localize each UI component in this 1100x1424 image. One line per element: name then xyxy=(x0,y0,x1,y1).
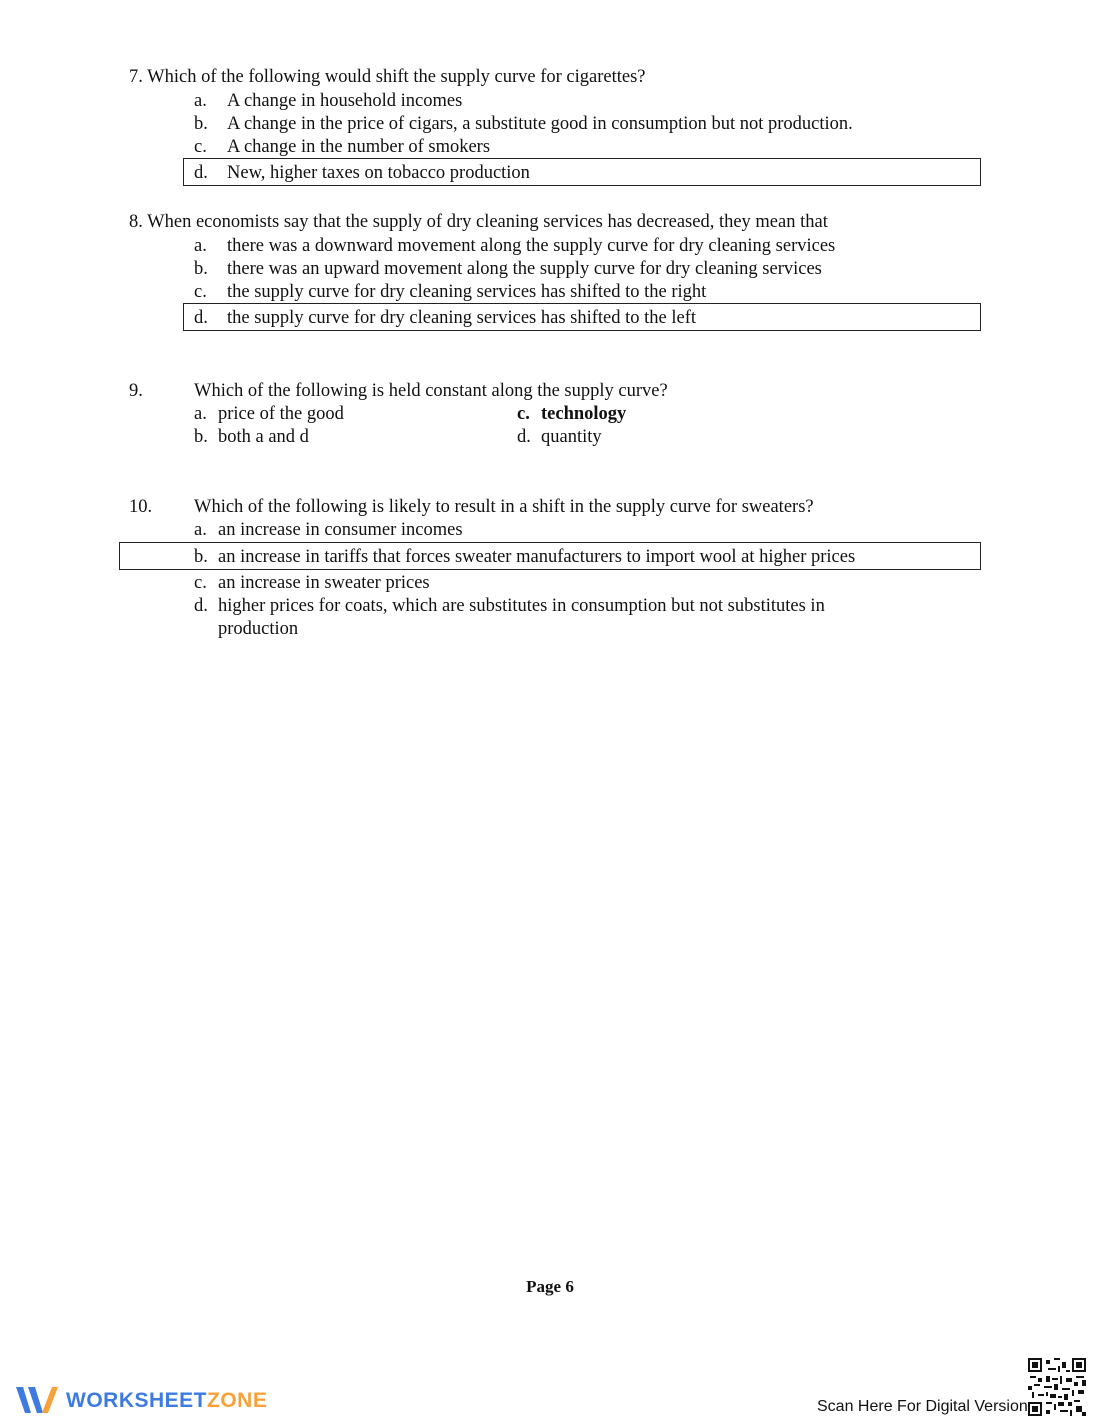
q8-option-c-letter: c. xyxy=(194,282,207,302)
q8-option-d-text: the supply curve for dry cleaning services has shifted to the left xyxy=(227,308,697,328)
q7-option-c-letter: c. xyxy=(194,137,207,157)
q9-option-c-text: technology xyxy=(541,404,627,424)
q9-option-d-letter: d. xyxy=(517,427,531,447)
q10-option-d-text: higher prices for coats, which are substitutes in consumption but not substitutes in xyxy=(218,596,825,616)
q9-option-b-text: both a and d xyxy=(218,427,309,447)
q8-option-b-letter: b. xyxy=(194,259,208,279)
q10-option-d-continuation: production xyxy=(218,619,299,639)
question-9-stem: Which of the following is held constant along the supply curve? xyxy=(194,381,668,401)
q9-option-a-text: price of the good xyxy=(218,404,344,424)
q10-option-c-letter: c. xyxy=(194,573,207,593)
question-9-number: 9. xyxy=(129,381,143,401)
worksheetzone-logo xyxy=(14,1382,267,1418)
q7-option-a-text: A change in household incomes xyxy=(227,91,463,111)
q10-option-c-text: an increase in sweater prices xyxy=(218,573,430,593)
page-number: Page 6 xyxy=(526,1277,574,1296)
worksheetzone-w-icon xyxy=(14,1383,60,1417)
q10-option-b-letter: b. xyxy=(194,547,208,567)
q10-option-a-letter: a. xyxy=(194,520,207,540)
q7-option-b-letter: b. xyxy=(194,114,208,134)
q7-option-d-text: New, higher taxes on tobacco production xyxy=(227,163,530,183)
q7-option-d-letter: d. xyxy=(194,163,208,183)
q7-option-a-letter: a. xyxy=(194,91,207,111)
logo-word-worksheet: WORKSHEET xyxy=(66,1388,207,1412)
q9-option-c-letter: c. xyxy=(517,404,530,424)
qr-code-icon[interactable] xyxy=(1028,1358,1086,1416)
q9-option-a-letter: a. xyxy=(194,404,207,424)
q8-option-b-text: there was an upward movement along the supply curve for dry cleaning services xyxy=(227,259,822,279)
q9-option-d-text: quantity xyxy=(541,427,602,447)
q9-option-b-letter: b. xyxy=(194,427,208,447)
q10-option-a-text: an increase in consumer incomes xyxy=(218,520,463,540)
q10-option-b-text: an increase in tariffs that forces sweater manufacturers to import wool at higher prices xyxy=(218,547,856,567)
scan-digital-version-text: Scan Here For Digital Version xyxy=(817,1398,1028,1415)
question-10-stem: Which of the following is likely to result in a shift in the supply curve for sweaters? xyxy=(194,497,814,517)
question-8-stem: 8. When economists say that the supply of dry cleaning services has decreased, they mean that xyxy=(129,212,828,232)
q7-option-c-text: A change in the number of smokers xyxy=(227,137,491,157)
q8-option-d-letter: d. xyxy=(194,308,208,328)
q7-option-b-text: A change in the price of cigars, a substitute good in consumption but not production. xyxy=(227,114,853,134)
q8-option-a-letter: a. xyxy=(194,236,207,256)
q10-option-d-letter: d. xyxy=(194,596,208,616)
q8-option-a-text: there was a downward movement along the supply curve for dry cleaning services xyxy=(227,236,836,256)
question-10-number: 10. xyxy=(129,497,153,517)
q8-option-c-text: the supply curve for dry cleaning services has shifted to the right xyxy=(227,282,707,302)
question-7-stem: 7. Which of the following would shift the supply curve for cigarettes? xyxy=(129,67,646,87)
logo-word-zone: ZONE xyxy=(207,1388,268,1412)
